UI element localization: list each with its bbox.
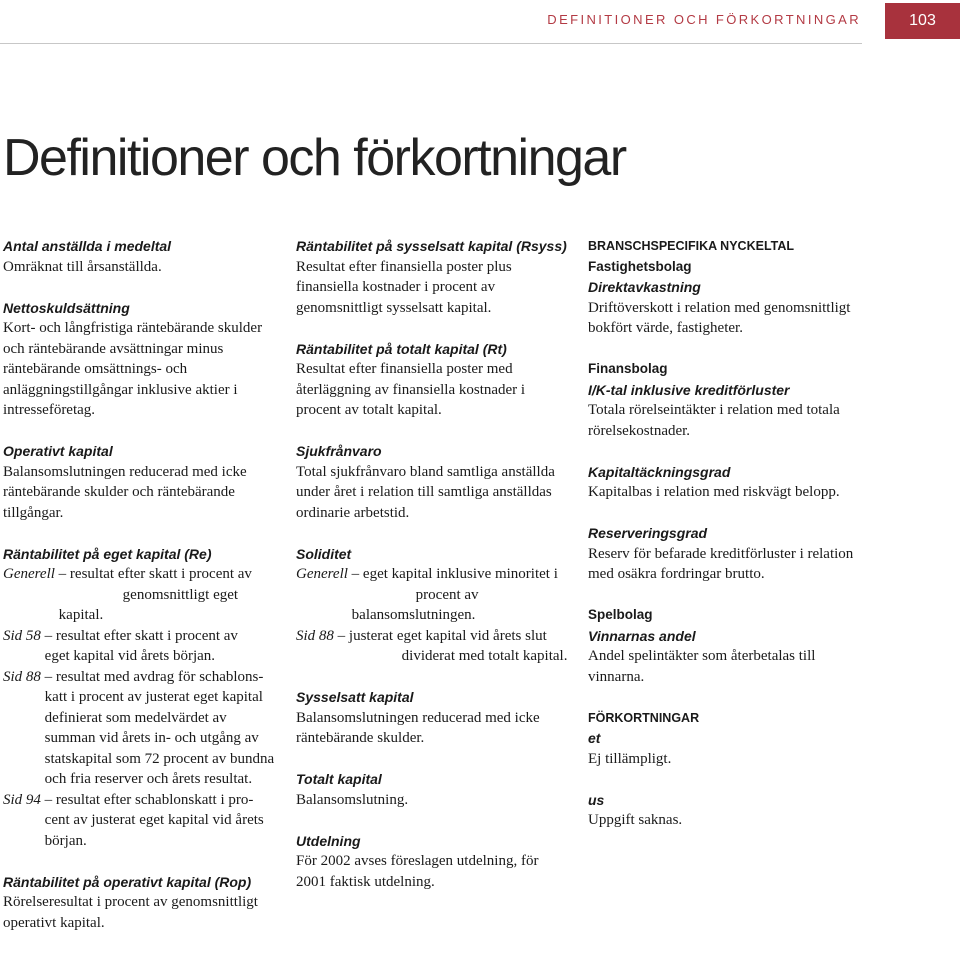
definition-term: Soliditet (296, 545, 352, 562)
definition-term: Räntabilitet på eget kapital (Re) (3, 545, 212, 562)
variant-text-cont: katt i procent av justerat eget kapital definierat som medelvärdet av summan vid årets in- och utgång av statskapital som 72 procent av bundna och fria reserver och årets resultat. (44, 689, 275, 787)
definition-text: Uppgift saknas. (588, 812, 683, 828)
definition-term: Utdelning (296, 832, 361, 849)
variant-row (296, 626, 571, 667)
variant-row (3, 667, 275, 790)
definition-text: Resultat efter finansiella poster med återläggning av finansiella kostnader i procent av totalt kapital. (296, 361, 526, 418)
variant-row (3, 626, 275, 667)
variant-text-cont: procent av balansomslutningen. (351, 586, 479, 623)
definition-entry (3, 872, 275, 934)
definition-text: Balansomslutningen reducerad med icke räntebärande skulder och räntebärande tillgångar. (3, 463, 247, 521)
column-2 (296, 236, 571, 913)
definition-entry (588, 359, 860, 441)
running-head: DEFINITIONER OCH FÖRKORTNINGAR (547, 12, 861, 27)
page-title: Definitioner och förkortningar (3, 129, 626, 187)
variant-text-cont: cent av justerat eget kapital vid årets början. (44, 812, 264, 849)
definition-term: Antal anställda i medeltal (3, 238, 172, 254)
variant-label: Sid 58 (3, 627, 41, 644)
variant-text-line: – resultat efter skatt i procent av (58, 566, 252, 582)
definition-text: Reserv för befarade kreditförluster i relation med osäkra fordringar brutto. (588, 545, 854, 582)
definition-entry (296, 687, 571, 749)
variant-text (45, 790, 275, 852)
section-heading: BRANSCHSPECIFIKA NYCKELTAL (588, 239, 795, 253)
definition-term: Sjukfrånvaro (296, 443, 382, 459)
definition-text: Total sjukfrånvaro bland samtliga anställda under året i relation till samtliga anställdas ordinarie arbetstid. (296, 463, 555, 521)
definition-text: Totala rörelseintäkter i relation med totala rörelsekostnader. (588, 402, 840, 439)
definition-term: I/K-tal inklusive kreditförluster (588, 381, 790, 398)
subsection-heading: Fastighetsbolag (588, 258, 692, 274)
definition-term: Räntabilitet på operativt kapital (Rop) (3, 873, 252, 890)
definition-text: Kapitalbas i relation med riskvägt belopp. (588, 484, 840, 500)
variant-label: Sid 94 (3, 791, 41, 808)
variant-text-line: – resultat med avdrag för schablons- (44, 668, 264, 685)
definition-entry (296, 339, 571, 421)
definition-term: Vinnarnas andel (588, 627, 696, 644)
definition-entry (3, 544, 275, 852)
definition-term: Totalt kapital (296, 771, 382, 787)
definition-entry (588, 790, 860, 831)
variant-label: Sid 88 (296, 627, 334, 644)
definition-term: Nettoskuldsättning (3, 299, 130, 316)
definition-term: Räntabilitet på sysselsatt kapital (Rsyss) (296, 238, 567, 254)
definition-text: Omräknat till årsanställda. (3, 258, 162, 275)
variant-text-cont: eget kapital vid årets början. (44, 648, 216, 664)
definition-text: Kort- och långfristiga räntebärande skulder och räntebärande avsättningar minus räntebärande omsättnings- och anläggningstillgångar inklusive aktier i intresseföretag. (3, 320, 263, 418)
header-rule (0, 43, 862, 44)
definition-entry (3, 441, 275, 523)
definition-text: För 2002 avses föreslagen utdelning, för 2001 faktisk utdelning. (296, 853, 539, 890)
variant-text-line: – resultat efter skatt i procent av (44, 627, 238, 644)
variant-label: Generell (3, 566, 55, 582)
variant-text-line: – resultat efter schablonskatt i pro- (44, 791, 254, 808)
definition-entry (3, 236, 275, 277)
variant-text-cont: dividerat med totalt kapital. (401, 648, 568, 664)
variant-text (59, 564, 275, 626)
definition-entry (296, 769, 571, 810)
definition-entry (3, 298, 275, 421)
definition-text: Andel spelintäkter som återbetalas till vinnarna. (588, 648, 816, 685)
definition-text: Resultat efter finansiella poster plus finansiella kostnader i procent av genomsnittligt sysselsatt kapital. (296, 258, 512, 316)
variant-text-line: – eget kapital inklusive minoritet i (351, 566, 558, 582)
definition-text: Rörelseresultat i procent av genomsnittligt operativt kapital. (3, 894, 258, 931)
page-number: 103 (885, 3, 960, 39)
definition-entry (588, 728, 860, 769)
section-heading: FÖRKORTNINGAR (588, 710, 700, 725)
definition-text: Ej tillämpligt. (588, 750, 672, 767)
definition-term: Räntabilitet på totalt kapital (Rt) (296, 340, 507, 357)
subsection-heading: Spelbolag (588, 607, 653, 622)
column-1 (3, 236, 275, 954)
definition-entry (588, 605, 860, 687)
definition-entry (588, 462, 860, 503)
definition-entry (588, 257, 860, 339)
variant-label: Sid 88 (3, 668, 41, 685)
definition-term: Operativt kapital (3, 443, 113, 459)
variant-text (45, 667, 275, 790)
subsection-heading: Finansbolag (588, 361, 668, 376)
definition-term: Sysselsatt kapital (296, 689, 414, 705)
definition-term: Reserveringsgrad (588, 525, 708, 541)
definition-entry (296, 831, 571, 893)
definition-term: us (588, 791, 605, 808)
variant-text-cont: genomsnittligt eget kapital. (58, 586, 239, 623)
variant-text-line: – justerat eget kapital vid årets slut (337, 627, 547, 644)
definition-entry (296, 544, 571, 667)
definition-entry (296, 236, 571, 318)
variant-label: Generell (296, 566, 348, 582)
variant-row (296, 564, 571, 626)
definition-term: Kapitaltäckningsgrad (588, 463, 731, 480)
definition-entry (588, 523, 860, 585)
variant-row (3, 564, 275, 626)
definition-text: Balansomslutning. (296, 791, 409, 808)
variant-text (45, 626, 275, 667)
definition-text: Driftöverskott i relation med genomsnittligt bokfört värde, fastigheter. (588, 299, 851, 336)
variant-row (3, 790, 275, 852)
definition-term: et (588, 730, 601, 746)
column-3 (588, 236, 860, 851)
definition-term: Direktavkastning (588, 279, 701, 295)
variant-text (338, 626, 571, 667)
definition-text: Balansomslutningen reducerad med icke räntebärande skulder. (296, 709, 540, 746)
definition-entry (296, 441, 571, 523)
variant-text (352, 564, 571, 626)
